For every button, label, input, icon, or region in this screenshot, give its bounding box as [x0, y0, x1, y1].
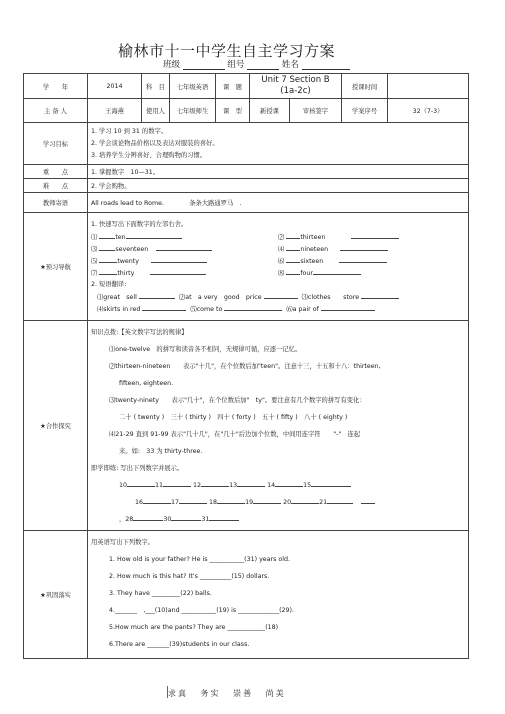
type-value: 新授课	[250, 99, 290, 123]
year-label: 学 年	[24, 74, 88, 99]
number-row: ⑸ twenty ⑹ sixteen	[91, 255, 465, 267]
subject-value: 七年级英语	[170, 74, 216, 99]
goals-label: 学习目标	[24, 123, 88, 165]
key-points-label: 重 点	[24, 165, 88, 179]
phrase: ⑹a pair of	[286, 305, 319, 313]
exercise-item: 2. How much is this hat? It's __________(15) dollars.	[109, 573, 270, 580]
study-plan-table	[23, 73, 469, 659]
preview-q1: 1. 快速写出下面数字的左邻右舍。	[91, 220, 188, 228]
motto-word: 尚美	[265, 689, 286, 698]
phrase: ⑴great sell	[97, 293, 137, 301]
phrase: ⑶clothes store	[301, 293, 360, 301]
practice-prompt: 即学即练: 写出下列数字并展示。	[91, 465, 184, 472]
rule-2: ⑵thirteen-nineteen 表示"十几"，在个位数后加"teen"。注意十三，十五和十八：thirteen,	[109, 363, 381, 370]
num-word: sixteen	[300, 257, 324, 265]
message-value: All roads lead to Rome. 条条大路通罗马 .	[88, 193, 469, 213]
time-label: 授课时间	[342, 74, 388, 99]
group-blank	[247, 60, 279, 70]
consolidate-row	[24, 531, 469, 659]
review-label: 审核签字	[290, 99, 342, 123]
rule-4: ⑷21-29 直到 91-99 表示"几十几"，在"几十"后边加个位数，中间用连字符 "-" 连起	[109, 431, 361, 438]
motto-word: 求真	[168, 689, 188, 698]
num-word: twenty	[117, 257, 139, 265]
goal-item: 1. 学习 10 到 31 的数字。	[91, 127, 168, 135]
motto-word: 崇善	[233, 689, 254, 698]
phrase-row	[91, 291, 465, 303]
goals-content	[88, 123, 469, 165]
name-label: 姓名	[281, 60, 299, 70]
num-word: thirty	[117, 269, 135, 277]
time-value	[388, 74, 469, 99]
student-info-line	[163, 58, 350, 70]
preparer-label: 主 备 人	[24, 99, 88, 123]
preview-q2: 2. 短语翻译:	[91, 280, 127, 288]
goals-row	[24, 123, 469, 165]
key-points-row	[24, 165, 469, 179]
preparer-value: 王海燕	[88, 99, 142, 123]
exercise-item: 5.How much are the pants? They are ____________(18)	[109, 624, 279, 631]
exercise-item: 4._______ ,___(10)and ___________(19) is _____________(29).	[109, 607, 295, 614]
page-title: 榆林市十一中学生自主学习方案	[118, 42, 336, 60]
consolidate-intro: 用英语写出下列数字。	[91, 539, 154, 546]
practice-row: 16 17 18 19 20 21	[91, 494, 465, 511]
knowledge-tip: 知识点拨:【英文数字写法的规律】	[91, 329, 188, 336]
message-row	[24, 193, 469, 213]
explore-label: ★合作探究	[24, 321, 88, 531]
preview-row	[24, 213, 469, 321]
seq-value: 32（7-3）	[388, 99, 469, 123]
type-label: 课 型	[216, 99, 250, 123]
user-value: 七年级师生	[170, 99, 216, 123]
subject-label: 科 目	[142, 74, 170, 99]
difficulty-row	[24, 179, 469, 193]
rule-3-cont: 二十 ( twenty ) 三十 ( thirty ) 四十 ( forty ) 五十 ( fifty ) 八十 ( eighty )	[119, 414, 348, 421]
phrase: ⑸come to	[190, 305, 223, 313]
rule-3: ⑶twenty-ninety 表示"几十"，在个位数后加" ty"。要注意有几个数字的拼写有变化：	[109, 397, 366, 404]
info-row-1	[24, 74, 469, 99]
topic-value: Unit 7 Section B (1a-2c)	[250, 74, 342, 99]
name-blank	[302, 60, 350, 70]
practice-row: ，28 30 31	[91, 511, 465, 528]
message-label: 教师寄语	[24, 193, 88, 213]
exercise-item: 3. They have _________(22) balls.	[109, 590, 212, 597]
preview-content	[88, 213, 469, 321]
number-row: ⑶ seventeen ⑷ nineteen	[91, 243, 465, 255]
difficulty-value: 2. 学会购物。	[88, 179, 469, 193]
motto-word: 务实	[200, 689, 221, 698]
consolidate-content	[88, 531, 469, 659]
footer-motto	[168, 688, 294, 699]
topic-label: 课 题	[216, 74, 250, 99]
goal-item: 3. 培养学生分辨喜好、合理购物的习惯。	[91, 151, 207, 159]
num-word: seventeen	[115, 245, 149, 253]
phrase: ⑷skirts in red	[97, 305, 141, 313]
rule-4-cont: 来。如: 33 为 thirty-three.	[119, 448, 203, 455]
rule-2-cont: fifteen, eighteen.	[119, 380, 174, 387]
exercise-item: 1. How old is your father? He is ___________(31) years old.	[109, 556, 291, 563]
num-word: four	[300, 269, 313, 277]
difficulty-label: 难 点	[24, 179, 88, 193]
exercise-item: 6.There are _______(39)students in our class.	[109, 641, 250, 648]
phrase-row	[91, 303, 465, 315]
phrase: ⑵at a very good price	[178, 293, 262, 301]
group-label: 组号	[227, 60, 245, 70]
info-row-2	[24, 99, 469, 123]
explore-row	[24, 321, 469, 531]
class-blank	[183, 60, 225, 70]
year-value: 2014	[88, 74, 142, 99]
user-label: 使用人	[142, 99, 170, 123]
goal-item: 2. 学会谈论物品价格以及表达对服装的喜好。	[91, 139, 219, 147]
num-word: nineteen	[300, 245, 329, 253]
seq-label: 学案序号	[342, 99, 388, 123]
rule-1: ⑴one-twelve 的拼写和读音各不相同，无规律可循，应逐一记忆。	[109, 346, 302, 353]
num-word: ten	[115, 233, 126, 241]
number-row: ⑴ ten ⑵ thirteen	[91, 231, 465, 243]
num-word: thirteen	[300, 233, 326, 241]
practice-row: 10 11 12 13 14 15	[91, 477, 465, 494]
number-row: ⑺ thirty ⑻ four	[91, 267, 465, 279]
preview-label: ★预习导航	[24, 213, 88, 321]
class-label: 班级	[163, 60, 181, 70]
explore-content	[88, 321, 469, 531]
consolidate-label: ★巩固落实	[24, 531, 88, 659]
key-points-value: 1. 掌握数字 10—31。	[88, 165, 469, 179]
